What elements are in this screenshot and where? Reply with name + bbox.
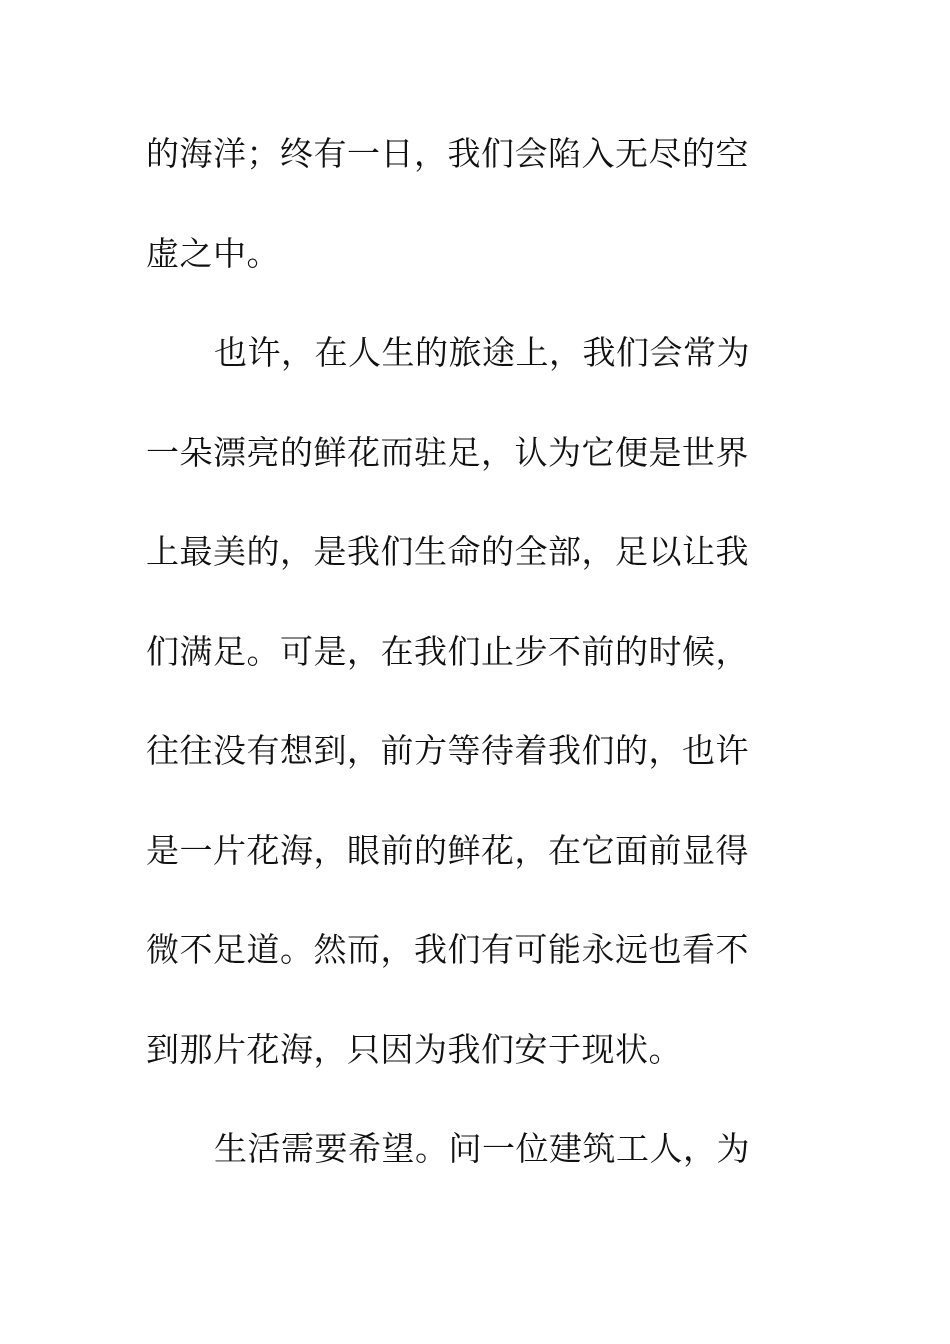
text-line: 微不足道。然而，我们有可能永远也看不: [146, 930, 749, 969]
text-line: 到那片花海，只因为我们安于现状。: [146, 1029, 682, 1069]
text-line: 的海洋；终有一日，我们会陷入无尽的空: [146, 134, 749, 173]
body-text: [146, 128, 786, 1223]
text-line: 往往没有想到，前方等待着我们的，也许: [146, 731, 749, 770]
text-line: 一朵漂亮的鲜花而驻足，认为它便是世界: [146, 432, 749, 472]
text-line: 虚之中。: [146, 233, 280, 273]
text-line: 是一片花海，眼前的鲜花，在它面前显得: [146, 830, 749, 870]
paragraph-start-line: 也许，在人生的旅途上，我们会常为: [214, 333, 750, 372]
text-line: 们满足。可是，在我们止步不前的时候，: [146, 631, 749, 671]
paragraph-start-line: 生活需要希望。问一位建筑工人，为: [214, 1129, 750, 1168]
text-line: 上最美的，是我们生命的全部，足以让我: [146, 532, 749, 571]
